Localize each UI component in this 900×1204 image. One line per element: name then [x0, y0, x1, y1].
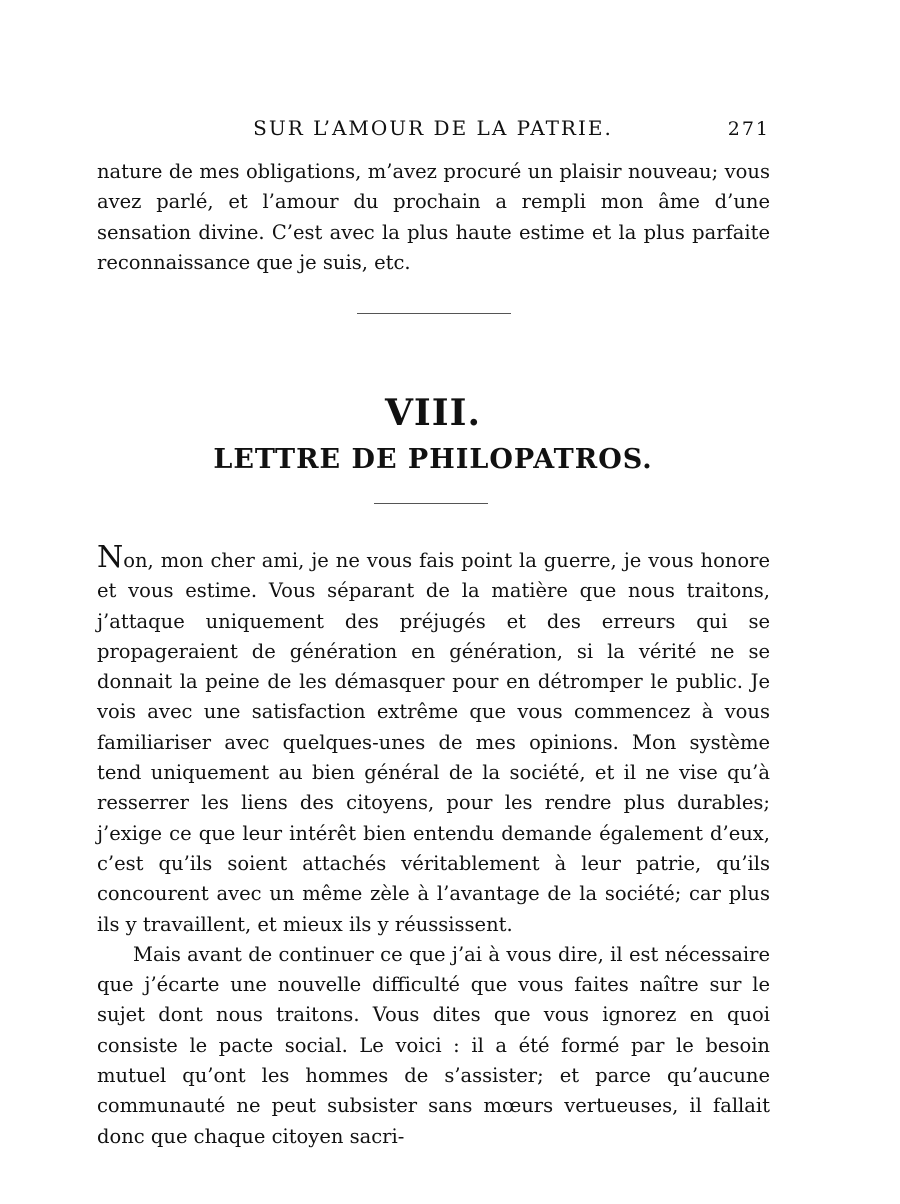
letter-paragraph-1-text: on, mon cher ami, je ne vous fais point la guerre, je vous honore et vous estime. Vous séparant de la matière que nous traitons, j’attaque uniquement des préjugés et des erreurs qui se propageraient de génération en génération, si la vérité ne se donnait la peine de les démasquer pour en détromper le public. Je vois avec une satisfaction extrême que vous commencez à vous familiariser avec quelques-unes de mes opinions. Mon système tend uniquement au bien général de la société, et il ne vise qu’à resserrer les liens des citoyens, pour les rendre plus durables; j’exige ce que leur intérêt bien entendu demande également d’eux, c’est qu’ils soient attachés véritablement à leur patrie, qu’ils concourent avec un même zèle à l’avantage de la société; car plus ils y travaillent, et mieux ils y réussissent.	[97, 549, 770, 936]
letter-paragraph-2: Mais avant de continuer ce que j’ai à vous dire, il est nécessaire que j’écarte une nouvelle difficulté que vous faites naître sur le sujet dont nous traitons. Vous dites que vous ignorez en quoi consiste le pacte social. Le voici : il a été formé par le besoin mutuel qu’ont les hommes de s’assister; et parce qu’aucune communauté ne peut subsister sans mœurs vertueuses, il fallait donc que chaque citoyen sacri-	[97, 942, 770, 1148]
continued-paragraph: nature de mes obligations, m’avez procuré un plaisir nouveau; vous avez parlé, et l’amour du prochain a rempli mon âme d’une sensation divine. C’est avec la plus haute estime et la plus parfaite reconnaissance que je suis, etc.	[97, 160, 770, 274]
letter-paragraph-1	[97, 540, 770, 940]
page-number: 271	[727, 118, 770, 140]
section-title: LETTRE DE PHILOPATROS.	[213, 444, 653, 475]
drop-initial: N	[97, 540, 124, 575]
running-title: SUR L’AMOUR DE LA PATRIE.	[253, 116, 613, 140]
letter-body	[97, 540, 770, 1152]
running-header	[96, 116, 770, 144]
section-divider-top	[357, 313, 511, 314]
section-divider-bottom	[374, 503, 488, 504]
section-number: VIII.	[385, 392, 481, 434]
